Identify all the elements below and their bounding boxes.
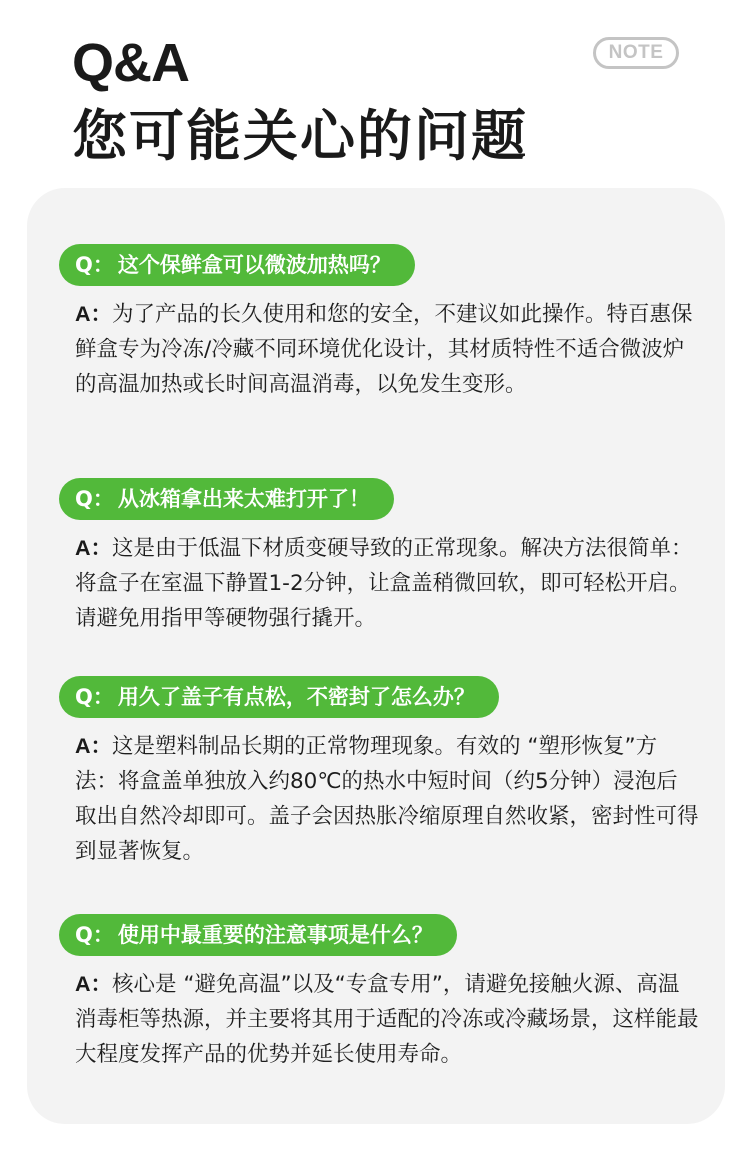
question-pill xyxy=(59,676,499,718)
answer-block xyxy=(75,967,699,1072)
answer-prefix: A： xyxy=(75,536,113,560)
question-prefix: Q： xyxy=(75,487,114,511)
question-pill xyxy=(59,244,415,286)
answer-block xyxy=(75,729,699,869)
answer-prefix: A： xyxy=(75,302,113,326)
answer-text: 这是由于低温下材质变硬导致的正常现象。解决方法很简单：将盒子在室温下静置1-2分钟，让盒盖稍微回软，即可轻松开启。 请避免用指甲等硬物强行撬开。 xyxy=(75,536,693,631)
answer-block xyxy=(75,297,699,402)
answer-prefix: A： xyxy=(75,734,113,758)
question-text: 使用中最重要的注意事项是什么？ xyxy=(117,923,433,947)
answer-text: 核心是 “避免高温”以及“专盒专用”，请避免接触火源、高温消毒柜等热源，并主要将其用于适配的冷冻或冷藏场景，这样能最大程度发挥产品的优势并延长使用寿命。 xyxy=(75,972,699,1067)
page-title-en: Q&A xyxy=(72,33,189,93)
question-text: 这个保鲜盒可以微波加热吗？ xyxy=(117,253,391,277)
qa-card xyxy=(27,188,725,1124)
note-badge: NOTE xyxy=(593,37,679,69)
page-title: 您可能关心的问题 xyxy=(72,104,529,168)
answer-prefix: A： xyxy=(75,972,113,996)
question-prefix: Q： xyxy=(75,253,114,277)
answer-block xyxy=(75,531,699,636)
answer-text: 为了产品的长久使用和您的安全，不建议如此操作。特百惠保鲜盒专为冷冻/冷藏不同环境优化设计，其材质特性不适合微波炉的高温加热或长时间高温消毒，以免发生变形。 xyxy=(75,302,693,397)
question-text: 从冰箱拿出来太难打开了！ xyxy=(117,487,370,511)
question-prefix: Q： xyxy=(75,923,114,947)
answer-text: 这是塑料制品长期的正常物理现象。有效的 “塑形恢复”方法：将盒盖单独放入约80℃的热水中短时间（约5分钟）浸泡后取出自然冷却即可。盖子会因热胀冷缩原理自然收紧，密封性可得到显著恢复。 xyxy=(75,734,699,864)
question-prefix: Q： xyxy=(75,685,114,709)
question-pill xyxy=(59,478,394,520)
question-pill xyxy=(59,914,457,956)
question-text: 用久了盖子有点松，不密封了怎么办？ xyxy=(117,685,475,709)
